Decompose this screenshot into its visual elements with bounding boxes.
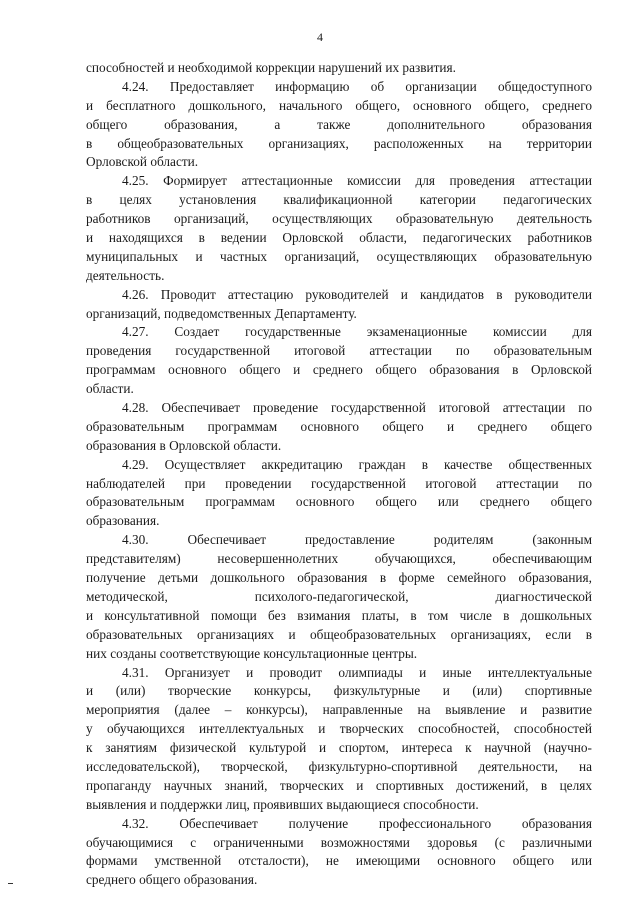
text-line: 4.28. Обеспечивает проведение государственной итоговой аттестации по [122,400,592,416]
text-line: мероприятия (далее – конкурсы), направленные на выявление и развитие [86,702,592,718]
text-line: способностей и необходимой коррекции нарушений их развития. [86,60,456,75]
text-line: общего образования, а также дополнительного образования [86,116,592,132]
text-line: 4.24. Предоставляет информацию об организации общедоступного [122,78,592,94]
text-line: работников организаций, осуществляющих образовательную деятельность [86,211,592,227]
text-line: получение детьми дошкольного образования в форме семейного образования, [86,570,592,586]
text-line: образовательным программам основного общего или среднего общего [86,494,592,510]
text-line: образовательных организациях и общеобразовательных организациях, если в [86,626,592,642]
text-line: деятельность. [86,267,165,283]
text-line: 4.27. Создает государственные экзаменационные комиссии для [122,324,592,340]
text-line: образования. [86,513,160,529]
text-line: и (или) творческие конкурсы, физкультурные и (или) спортивные [86,683,592,699]
text-line: 4.31. Организует и проводит олимпиады и иные интеллектуальные [122,664,592,680]
text-line: области. [86,381,134,397]
text-line: наблюдателей при проведении государственной итоговой аттестации по [86,475,592,491]
text-line: обучающимися с ограниченными возможностями здоровья (с различными [86,834,592,850]
text-line: у обучающихся интеллектуальных и творческих способностей, способностей [86,721,592,737]
text-line: и находящихся в ведении Орловской области, педагогических работников [86,230,592,246]
text-line: методической, психолого-педагогической, диагностической [86,588,592,604]
text-line: и бесплатного дошкольного, начального общего, основного общего, среднего [86,97,592,113]
text-line: образования в Орловской области. [86,437,282,453]
text-line: организаций, подведомственных Департаменту. [86,305,357,321]
text-line: к занятиям физической культурой и спортом, интереса к научной (научно- [86,740,592,756]
text-line: и консультативной помощи без взимания платы, в том числе в дошкольных [86,607,592,623]
text-line: 4.26. Проводит аттестацию руководителей и кандидатов в руководители [122,286,592,302]
text-line: программам основного общего и среднего общего образования в Орловской [86,362,592,378]
text-line: 4.30. Обеспечивает предоставление родителям (законным [122,532,592,548]
text-line: в целях установления квалификационной категории педагогических [86,192,592,208]
text-line: проведения государственной итоговой аттестации по образовательным [86,343,592,359]
document-body [86,59,592,890]
text-line: в общеобразовательных организациях, расположенных на территории [86,135,592,151]
text-line: среднего общего образования. [86,872,258,888]
text-line: формами умственной отсталости), не имеющими основного общего или [86,853,592,869]
text-line: них созданы соответствующие консультационные центры. [86,645,418,661]
margin-mark [8,883,13,884]
text-line: 4.29. Осуществляет аккредитацию граждан в качестве общественных [122,456,592,472]
text-line: 4.32. Обеспечивает получение профессионального образования [122,815,592,831]
text-line: исследовательской), творческой, физкультурно-спортивной деятельности, на [86,758,592,774]
text-line: Орловской области. [86,154,199,170]
text-line: 4.25. Формирует аттестационные комиссии для проведения аттестации [122,173,592,189]
page-number: 4 [317,30,323,44]
text-line: пропаганду научных знаний, творческих и спортивных достижений, в целях [86,777,592,793]
text-line: представителям) несовершеннолетних обучающихся, обеспечивающим [86,551,592,567]
text-line: муниципальных и частных организаций, осуществляющих образовательную [86,248,592,264]
text-line: выявления и поддержки лиц, проявивших выдающиеся способности. [86,796,479,812]
text-line: образовательным программам основного общего и среднего общего [86,418,592,434]
